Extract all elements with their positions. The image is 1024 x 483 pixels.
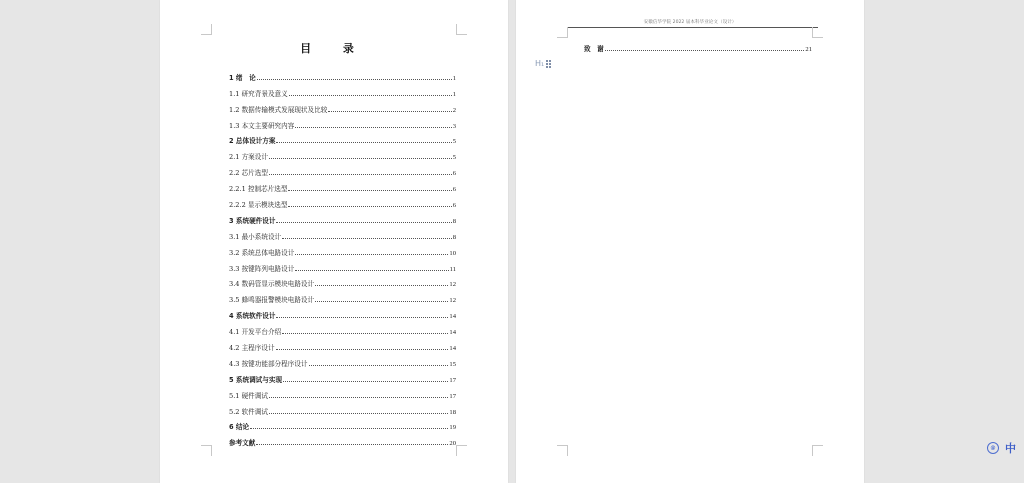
toc-page-number: 1 bbox=[452, 74, 456, 82]
toc-entry-label: 参考文献 bbox=[229, 439, 256, 448]
toc-entry[interactable] bbox=[229, 352, 456, 368]
toc-page-number: 21 bbox=[805, 46, 812, 53]
toc-leader-dots bbox=[328, 111, 451, 112]
toc-entry-acknowledgements[interactable] bbox=[584, 43, 812, 53]
toc-entry-label: 4.3 按键功能部分程序设计 bbox=[229, 359, 308, 368]
toc-entry[interactable] bbox=[229, 225, 456, 241]
toc-entry[interactable] bbox=[229, 177, 456, 193]
drag-handle-icon[interactable] bbox=[546, 60, 551, 68]
margin-corner-mark bbox=[557, 445, 568, 456]
toc-leader-dots bbox=[269, 413, 448, 414]
toc-entry[interactable] bbox=[229, 320, 456, 336]
toc-leader-dots bbox=[295, 270, 448, 271]
toc-entry[interactable] bbox=[229, 431, 456, 447]
toc-page-number: 20 bbox=[449, 440, 456, 448]
toc-entry[interactable] bbox=[229, 400, 456, 416]
toc-leader-dots bbox=[605, 50, 805, 51]
toc-entry-label: 2.2.2 显示模块选型 bbox=[229, 201, 288, 210]
toc-entry[interactable] bbox=[229, 384, 456, 400]
toc-entry-label: 3.3 按键阵列电路设计 bbox=[229, 264, 295, 273]
toc-page-number: 6 bbox=[452, 186, 456, 194]
toc-page-number: 8 bbox=[452, 217, 456, 225]
document-page-right bbox=[516, 0, 864, 483]
margin-corner-mark bbox=[456, 24, 467, 35]
toc-entry[interactable] bbox=[229, 288, 456, 304]
toc-entry[interactable] bbox=[229, 161, 456, 177]
toc-page-number: 6 bbox=[452, 170, 456, 178]
toc-leader-dots bbox=[276, 142, 451, 143]
toc-page-number: 15 bbox=[449, 360, 456, 368]
toc-leader-dots bbox=[288, 206, 451, 207]
toc-leader-dots bbox=[276, 349, 449, 350]
toc-entry-label: 1.3 本文主要研究内容 bbox=[229, 121, 295, 130]
toc-entry[interactable] bbox=[229, 257, 456, 273]
margin-corner-mark bbox=[557, 27, 568, 38]
toc-entry-label: 2.1 方案设计 bbox=[229, 153, 268, 162]
toc-leader-dots bbox=[256, 444, 448, 445]
toc-entry-label: 1.1 研究背景及意义 bbox=[229, 89, 288, 98]
toc-page-number: 14 bbox=[449, 345, 456, 353]
toc-entry-label: 4.2 主程序设计 bbox=[229, 344, 275, 353]
toc-leader-dots bbox=[309, 365, 449, 366]
toc-entry-label: 1 绪 论 bbox=[229, 73, 256, 82]
toc-leader-dots bbox=[295, 127, 451, 128]
toc-leader-dots bbox=[276, 317, 448, 318]
toc-title: 目 录 bbox=[300, 42, 368, 55]
toc-page-number: 14 bbox=[449, 329, 456, 337]
margin-corner-mark bbox=[812, 445, 823, 456]
toc-leader-dots bbox=[288, 190, 451, 191]
toc-page-number: 10 bbox=[449, 249, 456, 257]
toc-page-number: 17 bbox=[449, 392, 456, 400]
toc-entry-label: 5.2 软件调试 bbox=[229, 407, 268, 416]
margin-corner-mark bbox=[201, 445, 212, 456]
toc-entry-label: 5.1 硬件调试 bbox=[229, 391, 268, 400]
toc-page-number: 2 bbox=[452, 106, 456, 114]
toc-entry[interactable] bbox=[229, 336, 456, 352]
toc-page-number: 11 bbox=[449, 265, 456, 273]
toc-entry[interactable] bbox=[229, 273, 456, 289]
toc-entry-label: 6 结论 bbox=[229, 423, 250, 432]
toc-entry-label: 3.4 数码管显示模块电路设计 bbox=[229, 280, 315, 289]
toc-leader-dots bbox=[283, 381, 448, 382]
toc-page-number: 5 bbox=[452, 154, 456, 162]
toc-entry[interactable] bbox=[229, 98, 456, 114]
heading-level-marker[interactable] bbox=[535, 59, 551, 68]
table-of-contents bbox=[229, 66, 456, 447]
toc-leader-dots bbox=[250, 428, 448, 429]
toc-page-number: 17 bbox=[449, 376, 456, 384]
page-header-rule bbox=[568, 27, 818, 28]
toc-entry-label: 4.1 开发平台介绍 bbox=[229, 328, 282, 337]
toc-entry[interactable] bbox=[229, 114, 456, 130]
toc-leader-dots bbox=[282, 333, 448, 334]
toc-page-number: 19 bbox=[449, 424, 456, 432]
toc-entry-label: 3.2 系统总体电路设计 bbox=[229, 248, 295, 257]
toc-entry[interactable] bbox=[229, 145, 456, 161]
toc-entry[interactable] bbox=[229, 241, 456, 257]
toc-entry[interactable] bbox=[229, 304, 456, 320]
heading-icon: H₁ bbox=[535, 59, 545, 68]
toc-entry-label: 2.2 芯片选型 bbox=[229, 169, 268, 178]
input-method-indicator[interactable] bbox=[987, 440, 1016, 456]
margin-corner-mark bbox=[201, 24, 212, 35]
ime-logo-icon[interactable]: @ bbox=[987, 442, 999, 454]
toc-leader-dots bbox=[295, 254, 448, 255]
toc-entry-label: 4 系统软件设计 bbox=[229, 312, 276, 321]
margin-corner-mark bbox=[456, 445, 467, 456]
toc-entry-label: 3.5 蜂鸣器报警模块电路设计 bbox=[229, 296, 315, 305]
toc-entry-label: 3 系统硬件设计 bbox=[229, 216, 276, 225]
toc-page-number: 12 bbox=[449, 297, 456, 305]
toc-entry-label: 1.2 数据传输模式发展现状及比较 bbox=[229, 105, 328, 114]
toc-entry[interactable] bbox=[229, 368, 456, 384]
toc-entry[interactable] bbox=[229, 130, 456, 146]
toc-entry-label: 2.2.1 控制芯片选型 bbox=[229, 185, 288, 194]
toc-leader-dots bbox=[289, 95, 452, 96]
toc-leader-dots bbox=[315, 301, 448, 302]
toc-page-number: 18 bbox=[449, 408, 456, 416]
ime-language-label[interactable]: 中 bbox=[1005, 442, 1016, 455]
toc-entry[interactable] bbox=[229, 66, 456, 82]
toc-page-number: 14 bbox=[449, 313, 456, 321]
toc-entry-label: 5 系统调试与实现 bbox=[229, 375, 283, 384]
toc-leader-dots bbox=[269, 174, 452, 175]
toc-leader-dots bbox=[269, 397, 448, 398]
toc-leader-dots bbox=[315, 285, 448, 286]
toc-page-number: 12 bbox=[449, 281, 456, 289]
toc-entry[interactable] bbox=[229, 416, 456, 432]
page-header-text: 安徽信华学院 2022 届本科毕业论文（设计） bbox=[643, 20, 737, 25]
toc-page-number: 1 bbox=[452, 90, 456, 98]
toc-page-number: 5 bbox=[452, 138, 456, 146]
toc-leader-dots bbox=[257, 79, 452, 80]
toc-page-number: 6 bbox=[452, 202, 456, 210]
toc-entry[interactable] bbox=[229, 82, 456, 98]
margin-corner-mark bbox=[812, 27, 823, 38]
toc-leader-dots bbox=[282, 238, 452, 239]
toc-leader-dots bbox=[269, 158, 452, 159]
document-page-left bbox=[160, 0, 508, 483]
toc-entry-label: 3.1 最小系统设计 bbox=[229, 232, 282, 241]
toc-entry[interactable] bbox=[229, 193, 456, 209]
toc-page-number: 3 bbox=[452, 122, 456, 130]
toc-page-number: 8 bbox=[452, 233, 456, 241]
toc-leader-dots bbox=[276, 222, 451, 223]
toc-entry-label: 2 总体设计方案 bbox=[229, 137, 276, 146]
toc-entry-label: 致 谢 bbox=[584, 45, 604, 53]
toc-entry[interactable] bbox=[229, 209, 456, 225]
